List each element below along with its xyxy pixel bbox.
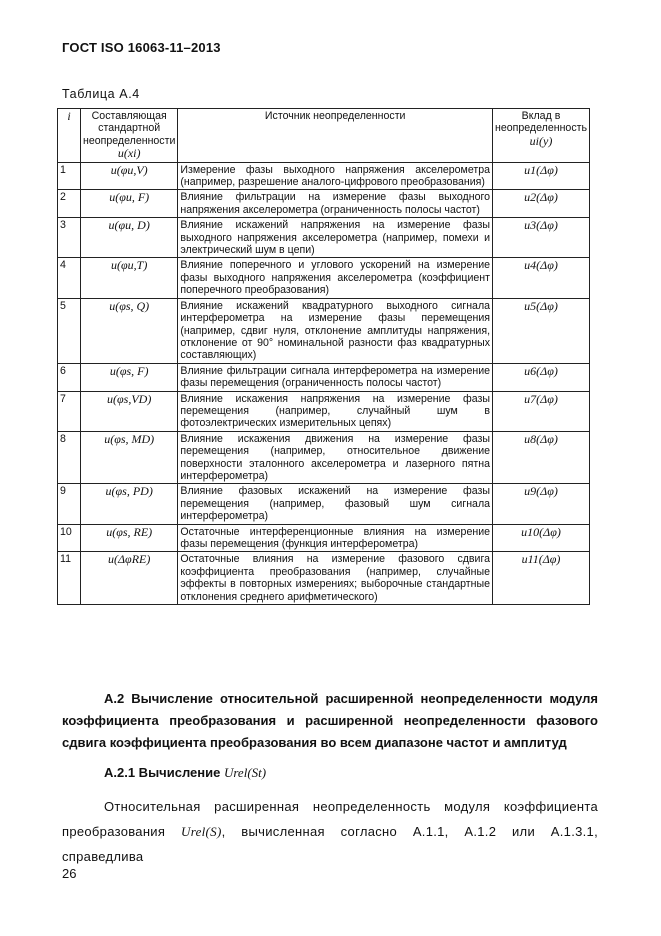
body-text-2: , вычисленная согласно А.1.1, А.1.2 или А.1.3.1, справедлива — [62, 824, 598, 864]
row-index: 11 — [58, 552, 81, 605]
row-index: 9 — [58, 484, 81, 524]
row-source: Влияние искажения движения на измерение фазы перемещения (например, относительное движение поверхности эталонного акселерометра и лазерного пятна интерферометра) — [178, 431, 493, 484]
header-component — [81, 109, 178, 163]
table-row — [58, 162, 590, 190]
uncertainty-table — [57, 108, 590, 605]
row-source: Влияние искажений напряжения на измерение фазы выходного напряжения акселерометра (например, помехи и электрический шум в цепи) — [178, 218, 493, 258]
row-index: 2 — [58, 190, 81, 218]
body-symbol: Urel(S) — [181, 824, 222, 839]
header-index: i — [58, 109, 81, 163]
body-text-1: Относительная расширенная неопределенность модуля коэффициента преобразования — [62, 799, 598, 839]
subsection-symbol: Urel(St) — [223, 765, 267, 780]
row-contribution: u7(Δφ) — [493, 391, 590, 431]
row-component: u(φu,T) — [81, 258, 178, 298]
row-source: Влияние искажений квадратурного выходного сигнала интерферометра на измерение фазы перемещения (например, сдвиг нуля, отклонение амплитуды напряжения, отклонение от 90° номинальной разности фаз квадратурных составляющих) — [178, 298, 493, 363]
row-index: 8 — [58, 431, 81, 484]
table-row — [58, 391, 590, 431]
row-index: 3 — [58, 218, 81, 258]
table-row — [58, 552, 590, 605]
table-row — [58, 298, 590, 363]
row-source: Влияние фильтрации на измерение фазы выходного напряжения акселерометра (ограниченность полосы частот) — [178, 190, 493, 218]
row-contribution: u10(Δφ) — [493, 524, 590, 552]
row-component: u(φs, F) — [81, 363, 178, 391]
row-index: 10 — [58, 524, 81, 552]
row-index: 4 — [58, 258, 81, 298]
row-component: u(ΔφRE) — [81, 552, 178, 605]
header-source: Источник неопределенности — [178, 109, 493, 163]
table-row — [58, 431, 590, 484]
row-index: 7 — [58, 391, 81, 431]
section-heading: А.2 Вычисление относительной расширенной неопределенности модуля коэффициента преобразования и расширенной неопределенности фазового сдвига коэффициента преобразования во всем диапазоне частот и амплитуд — [62, 691, 598, 750]
row-component: u(φs, PD) — [81, 484, 178, 524]
header-contribution — [493, 109, 590, 163]
row-contribution: u5(Δφ) — [493, 298, 590, 363]
row-source: Влияние поперечного и углового ускорений на измерение фазы выходного напряжения акселерометра (коэффициент поперечного преобразования) — [178, 258, 493, 298]
row-contribution: u4(Δφ) — [493, 258, 590, 298]
document-header: ГОСТ ISO 16063-11–2013 — [62, 40, 221, 55]
row-contribution: u6(Δφ) — [493, 363, 590, 391]
row-component: u(φs,VD) — [81, 391, 178, 431]
header-contribution-symbol: ui(y) — [529, 133, 553, 148]
header-component-symbol: u(xi) — [117, 146, 141, 161]
header-component-label: Составляющая стандартной неопределенности — [83, 110, 176, 147]
row-component: u(φu, D) — [81, 218, 178, 258]
row-contribution: u2(Δφ) — [493, 190, 590, 218]
row-contribution: u11(Δφ) — [493, 552, 590, 605]
table-header-row — [58, 109, 590, 163]
row-component: u(φu, F) — [81, 190, 178, 218]
row-contribution: u1(Δφ) — [493, 162, 590, 190]
row-source: Измерение фазы выходного напряжения акселерометра (например, разрешение аналого-цифрового преобразования) — [178, 162, 493, 190]
table-row — [58, 218, 590, 258]
row-index: 6 — [58, 363, 81, 391]
table-caption: Таблица А.4 — [62, 87, 140, 101]
row-component: u(φs, RE) — [81, 524, 178, 552]
body-paragraph — [62, 794, 598, 869]
row-component: u(φs, MD) — [81, 431, 178, 484]
row-contribution: u9(Δφ) — [493, 484, 590, 524]
row-index: 1 — [58, 162, 81, 190]
table-body — [58, 162, 590, 604]
row-source: Влияние фильтрации сигнала интерферометра на измерение фазы перемещения (ограниченность полосы частот) — [178, 363, 493, 391]
subsection-heading — [62, 762, 640, 784]
row-component: u(φs, Q) — [81, 298, 178, 363]
row-source: Остаточные влияния на измерение фазового сдвига коэффициента преобразования (например, случайные эффекты в повторных измерениях; выборочные стандартные отклонения среднего арифметического) — [178, 552, 493, 605]
row-component: u(φu,V) — [81, 162, 178, 190]
row-source: Влияние фазовых искажений на измерение фазы перемещения (например, фазовый шум сигнала интерферометра) — [178, 484, 493, 524]
row-index: 5 — [58, 298, 81, 363]
row-contribution: u3(Δφ) — [493, 218, 590, 258]
table-row — [58, 363, 590, 391]
row-contribution: u8(Δφ) — [493, 431, 590, 484]
row-source: Влияние искажения напряжения на измерение фазы перемещения (например, случайный шум в фотоэлектрических измерительных цепях) — [178, 391, 493, 431]
table-row — [58, 190, 590, 218]
table-row — [58, 524, 590, 552]
page-number: 26 — [62, 866, 77, 881]
table-row — [58, 484, 590, 524]
header-contribution-label: Вклад в неопределенность — [495, 110, 587, 135]
subsection-prefix: А.2.1 Вычисление — [104, 765, 221, 780]
table-row — [58, 258, 590, 298]
row-source: Остаточные интерференционные влияния на измерение фазы перемещения (функция интерферометра) — [178, 524, 493, 552]
